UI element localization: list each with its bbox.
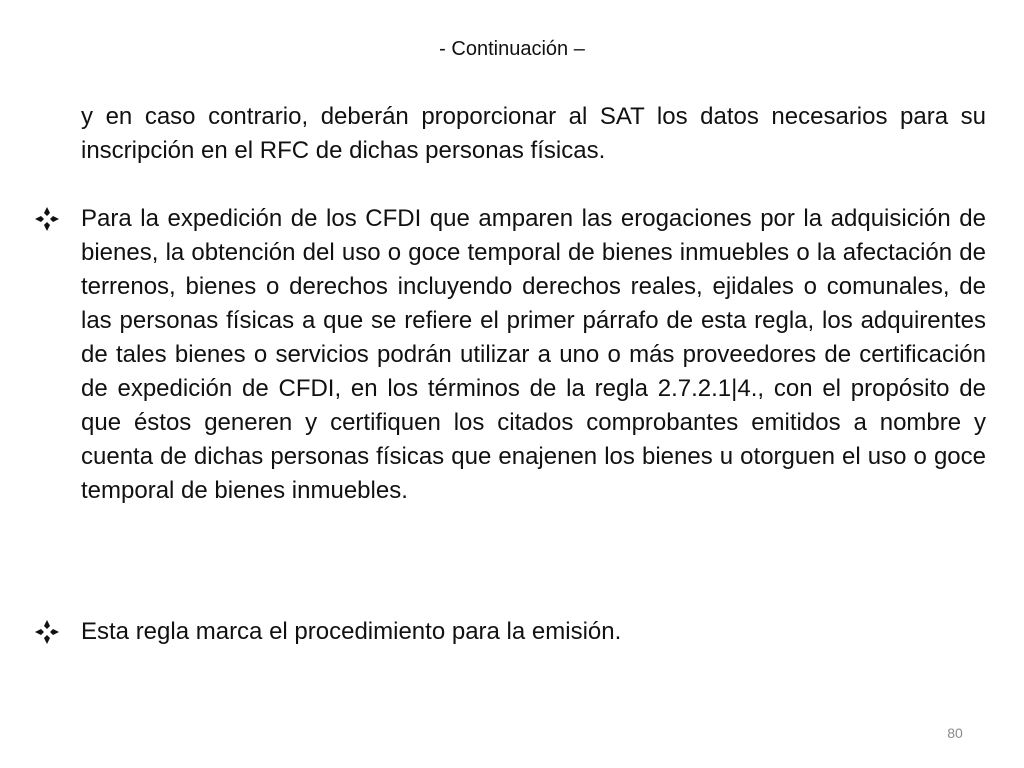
page-number: 80 — [947, 725, 963, 741]
cfdi-paragraph: Para la expedición de los CFDI que amparen las erogaciones por la adquisición de bienes, la obtención del uso o goce temporal de bienes inmuebles o la afectación de terrenos, bienes o derechos incluyendo derechos reales, ejidales o comunales, de las personas físicas a que se refiere el primer párrafo de esta regla, los adquirentes de tales bienes o servicios podrán utilizar a uno o más proveedores de certificación de expedición de CFDI, en los términos de la regla 2.7.2.1|4., con el propósito de que éstos generen y certifiquen los citados comprobantes emitidos a nombre y cuenta de dichas personas físicas que enajenen los bienes u otorguen el uso o goce temporal de bienes inmuebles. — [81, 205, 986, 504]
diamond-bullet-icon — [34, 206, 60, 232]
slide-header: - Continuación – — [439, 38, 585, 60]
emission-paragraph: Esta regla marca el procedimiento para la emisión. — [81, 618, 622, 645]
diamond-bullet-icon — [34, 619, 60, 645]
continuation-paragraph: y en caso contrario, deberán proporcionar al SAT los datos necesarios para su inscripción en el RFC de dichas personas físicas. — [81, 103, 986, 164]
